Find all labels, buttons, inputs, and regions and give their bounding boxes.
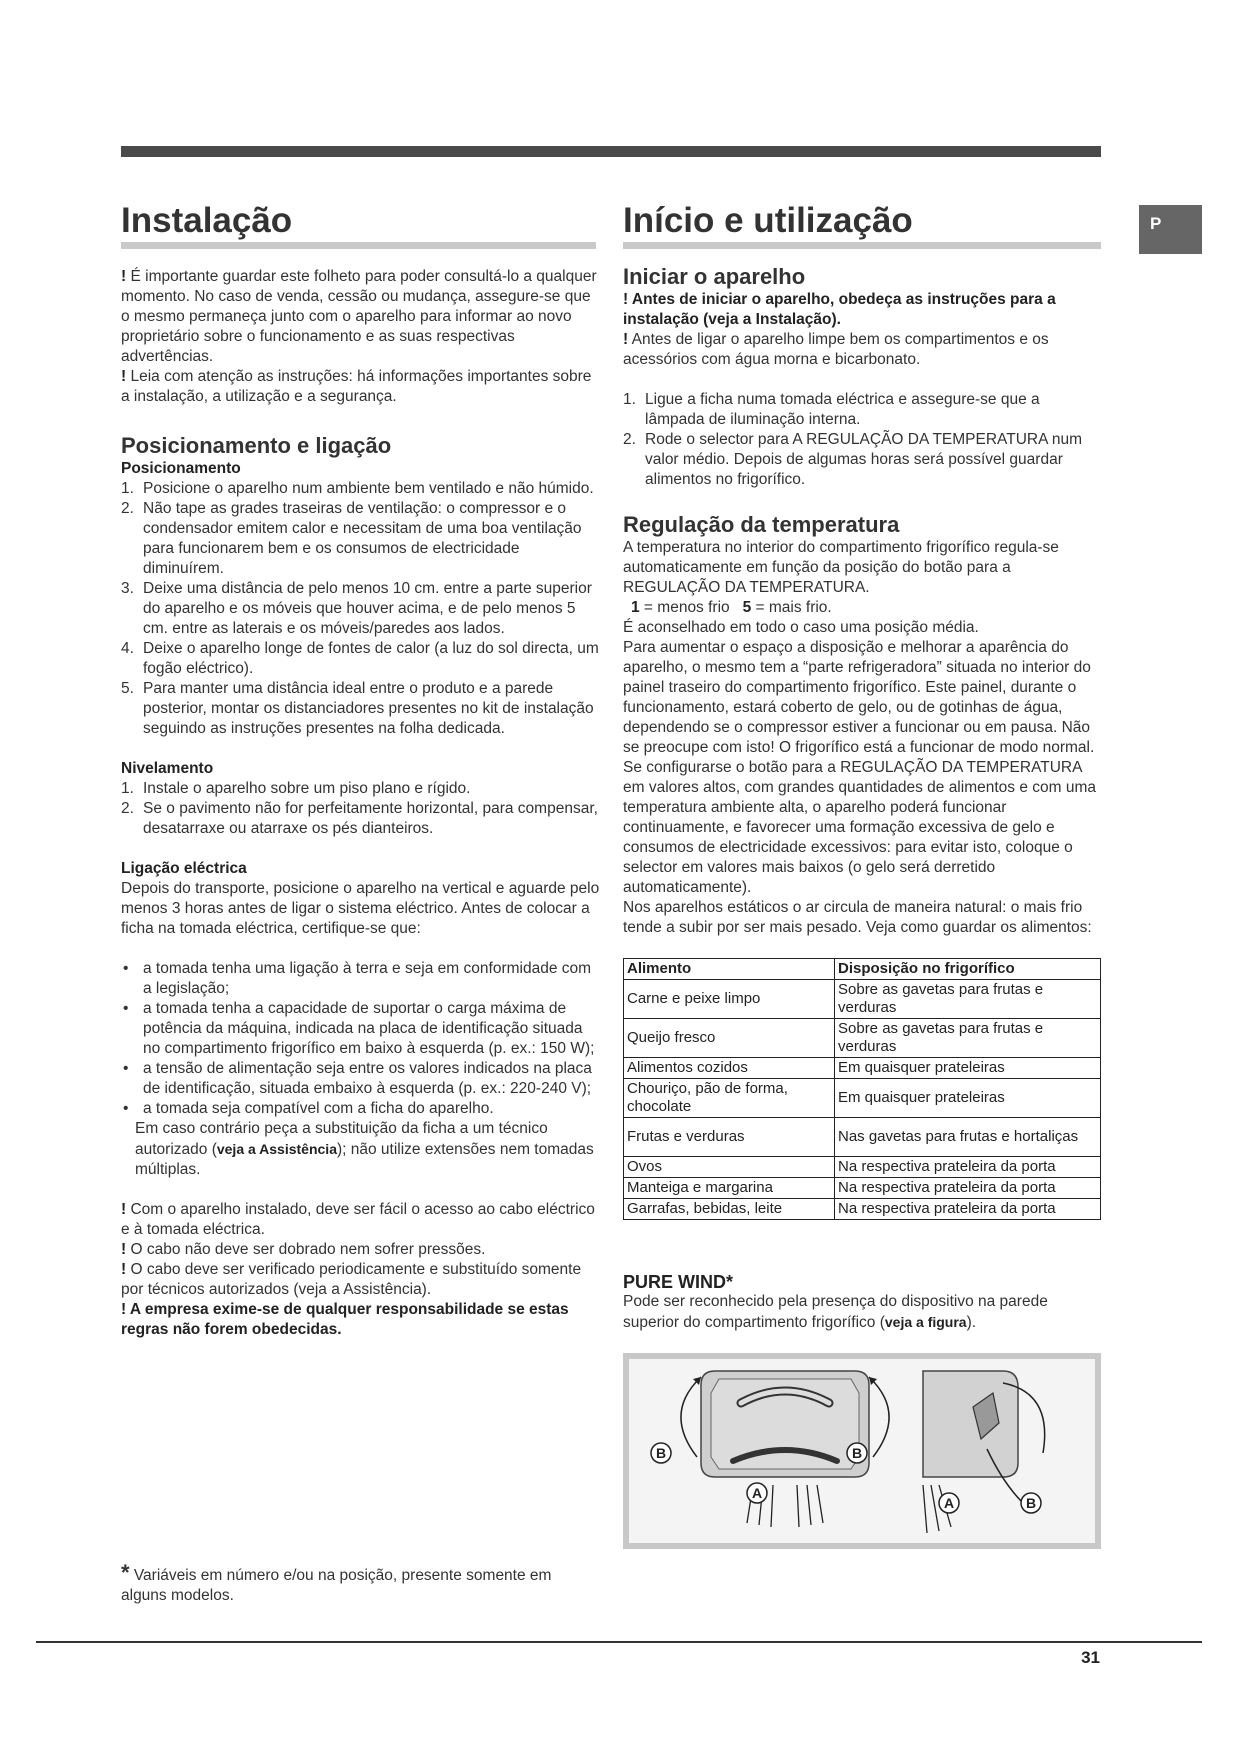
table-row: Frutas e verduras Nas gavetas para frutas e hortaliças [624,1118,1101,1157]
liability-warning: ! A empresa exime-se de qualquer responsabilidade se estas regras não forem obedecidas. [121,1301,569,1338]
list-item: 3. Deixe uma distância de pelo menos 10 cm. entre a parte superior do aparelho e os móveis que houver acima, e de pelo menos 5 cm. entre as laterais e os móveis/paredes aos lados. [121,580,592,637]
column-header-food: Alimento [624,959,835,980]
temperature-paragraph-2: É aconselhado em todo o caso uma posição média. [623,619,979,636]
table-row: Garrafas, bebidas, leite Na respectiva prateleira da porta [624,1199,1101,1220]
page-number: 31 [1081,1648,1100,1667]
footnote: * Variáveis em número e/ou na posição, presente somente em alguns modelos. [121,1560,552,1604]
intro-paragraph-2: ! Leia com atenção as instruções: há informações importantes sobre a instalação, a utilização e a segurança. [121,368,592,405]
section-title-start-use: Início e utilização [623,200,1101,249]
table-row: Queijo fresco Sobre as gavetas para frutas e verduras [624,1019,1101,1058]
list-item: 2. Se o pavimento não for perfeitamente horizontal, para compensar, desatarraxe ou atarraxe os pés dianteiros. [121,800,598,837]
list-item: • a tomada tenha uma ligação à terra e seja em conformidade com a legislação; [123,960,592,997]
leveling-list [121,779,601,839]
list-item: • a tensão de alimentação seja entre os valores indicados na placa de identificação, situada embaixo à esquerda (p. ex.: 220-240 V); [123,1060,592,1097]
footer-rule [36,1641,1202,1643]
list-item: 4. Deixe o aparelho longe de fontes de calor (a luz do sol directa, um fogão eléctrico). [121,640,599,677]
intro-paragraph-1: ! É importante guardar este folheto para poder consultá-lo a qualquer momento. No caso de venda, cessão ou mudança, assegure-se que o mesmo permaneça junto com o aparelho para informar ao novo proprietário sobre o funcionamento e as suas respectivas advertências. [121,268,597,365]
list-item: 5. Para manter uma distância ideal entre o produto e a parede posterior, montar os distanciadores presentes no kit de instalação seguindo as instruções presentes na folha dedicada. [121,680,594,737]
start-steps [623,390,1103,490]
svg-text:B: B [655,1445,667,1461]
start-note: ! Antes de ligar o aparelho limpe bem os compartimentos e os acessórios com água morna e bicarbonato. [623,331,1049,368]
warning-3: ! O cabo deve ser verificado periodicamente e substituído somente por técnicos autorizados (veja a Assistência). [121,1261,582,1298]
table-row: Alimentos cozidos Em quaisquer prateleiras [624,1058,1101,1079]
list-item: 1. Ligue a ficha numa tomada eléctrica e assegure-se que a lâmpada de iluminação interna. [623,391,1040,428]
start-heading: Iniciar o aparelho [623,264,806,289]
contrary-note: Em caso contrário peça a substituição da ficha a um técnico autorizado (veja a Assistência); não utilize extensões nem tomadas múltiplas. [135,1120,594,1178]
list-item: 2. Rode o selector para A REGULAÇÃO DA TEMPERATURA num valor médio. Depois de algumas horas será possível guardar alimentos no frigorífico. [623,431,1083,488]
temperature-paragraph-3: Para aumentar o espaço a disposição e melhorar a aparência do aparelho, o mesmo tem a “parte refrigeradora” situada no interior do painel traseiro do compartimento frigorífico. Este painel, durante o funcionamento, estará coberto de gelo, ou de gotinhas de água, dependendo se o compressor estiver a funcionar ou em pausa. Não se preocupe com isto! O frigorífico está a funcionar de modo normal. Se configurarse o botão para a REGULAÇÃO DA TEMPERATURA em valores altos, com grandes quantidades de alimentos e com uma temperatura ambiente alta, o aparelho poderá funcionar continuamente, e favorecer uma formação excessiva de gelo e consumos de electricidade excessivos: para evitar isto, coloque o selector em valores mais baixos (o gelo será derretido automaticamente). [623,639,1096,896]
positioning-list [121,479,601,739]
language-tab: P [1139,205,1202,254]
table-header-row [624,959,1101,980]
leveling-heading: Nivelamento [121,760,214,777]
list-item: • a tomada seja compatível com a ficha do aparelho. [123,1100,494,1117]
table-row: Chouriço, pão de forma, chocolate Em quaisquer prateleiras [624,1079,1101,1118]
svg-text:A: A [751,1485,763,1501]
table-row: Manteiga e margarina Na respectiva prateleira da porta [624,1178,1101,1199]
pure-wind-text: Pode ser reconhecido pela presença do dispositivo na parede superior do compartimento frigorífico (veja a figura). [623,1293,1048,1331]
warning-2: ! O cabo não deve ser dobrado nem sofrer pressões. [121,1241,486,1258]
pure-wind-figure [623,1353,1101,1549]
pure-wind-heading: PURE WIND* [623,1272,734,1292]
svg-text:B: B [1025,1495,1037,1511]
start-instruction: ! Antes de iniciar o aparelho, obedeça as instruções para a instalação (veja a Instalação). [623,291,1056,328]
table-row: Ovos Na respectiva prateleira da porta [624,1157,1101,1178]
temperature-scale: 1 = menos frio 5 = mais frio. [631,599,832,616]
electrical-heading: Ligação eléctrica [121,860,247,877]
temperature-paragraph-1: A temperatura no interior do compartimento frigorífico regula-se automaticamente em função da posição do botão para a REGULAÇÃO DA TEMPERATURA. [623,539,1059,596]
food-storage-table [623,958,1101,1220]
electrical-intro: Depois do transporte, posicione o aparelho na vertical e aguarde pelo menos 3 horas antes de ligar o sistema eléctrico. Antes de colocar a ficha na tomada eléctrica, certifique-se que: [121,880,600,937]
electrical-checklist [121,959,601,1119]
top-rule [121,146,1101,157]
svg-text:B: B [851,1445,863,1461]
pure-wind-diagram [623,1353,1101,1549]
temperature-heading: Regulação da temperatura [623,512,900,537]
table-row: Carne e peixe limpo Sobre as gavetas para frutas e verduras [624,980,1101,1019]
list-item: 1. Posicione o aparelho num ambiente bem ventilado e não húmido. [121,480,594,497]
warning-1: ! Com o aparelho instalado, deve ser fácil o acesso ao cabo eléctrico e à tomada eléctrica. [121,1201,595,1238]
column-header-placement: Disposição no frigorífico [835,959,1101,980]
list-item: • a tomada tenha a capacidade de suportar o carga máxima de potência da máquina, indicada na placa de identificação situada no compartimento frigorífico em baixo à esquerda (p. ex.: 150 W); [123,1000,595,1057]
temperature-paragraph-4: Nos aparelhos estáticos o ar circula de maneira natural: o mais frio tende a subir por ser mais pesado. Veja como guardar os alimentos: [623,899,1092,936]
positioning-heading: Posicionamento e ligação [121,433,392,458]
positioning-subheading: Posicionamento [121,460,241,477]
svg-text:A: A [943,1495,955,1511]
left-column [121,200,601,1340]
list-item: 1. Instale o aparelho sobre um piso plano e rígido. [121,780,471,797]
list-item: 2. Não tape as grades traseiras de ventilação: o compressor e o condensador emitem calor e necessitam de uma boa ventilação para funcionarem bem e os consumos de electricidade diminuírem. [121,500,582,577]
section-title-installation: Instalação [121,200,596,249]
right-column [623,200,1103,1549]
